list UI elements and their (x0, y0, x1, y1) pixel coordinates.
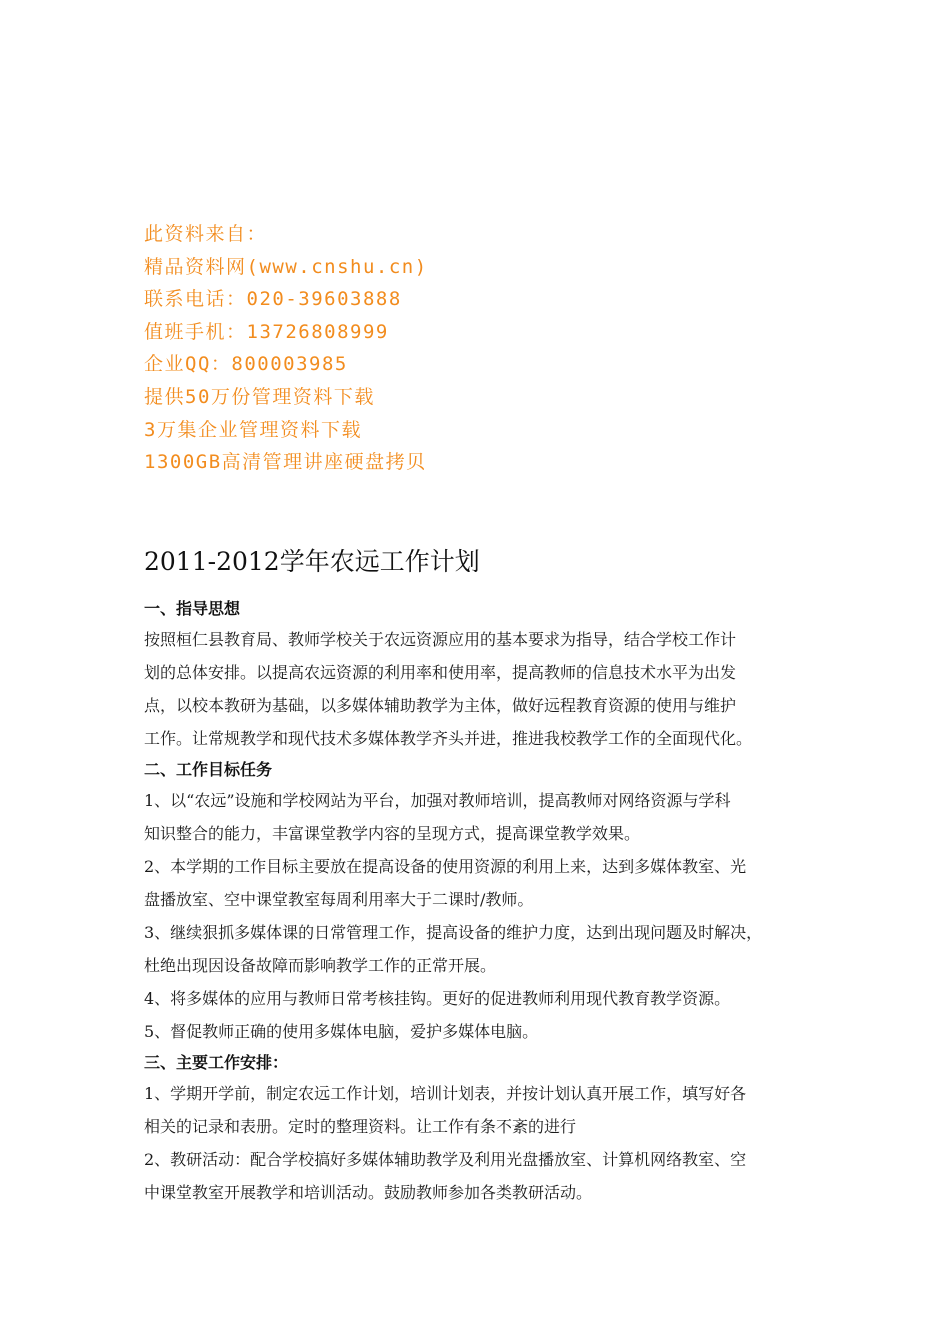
source-line-qq: 企业QQ：800003985 (144, 353, 348, 376)
source-line-offer-3: 1300GB高清管理讲座硬盘拷贝 (144, 451, 427, 474)
paragraph-line: 4、将多媒体的应用与教师日常考核挂钩。更好的促进教师利用现代教育教学资源。 (144, 989, 731, 1008)
paragraph-line: 工作。让常规教学和现代技术多媒体教学齐头并进，推进我校教学工作的全面现代化。 (144, 729, 753, 748)
paragraph-line: 按照桓仁县教育局、教师学校关于农远资源应用的基本要求为指导，结合学校工作计 (144, 630, 737, 649)
paragraph-line: 相关的记录和表册。定时的整理资料。让工作有条不紊的进行 (144, 1117, 577, 1136)
document-body (144, 594, 816, 1209)
source-info-block (144, 218, 664, 479)
paragraph-line: 杜绝出现因设备故障而影响教学工作的正常开展。 (144, 956, 497, 975)
paragraph-line: 知识整合的能力，丰富课堂教学内容的呈现方式，提高课堂教学效果。 (144, 824, 641, 843)
source-line-offer-2: 3万集企业管理资料下载 (144, 418, 362, 441)
paragraph-line: 划的总体安排。以提高农远资源的利用率和使用率，提高教师的信息技术水平为出发 (144, 663, 737, 682)
source-line-from: 此资料来自： (144, 223, 268, 245)
section-heading-work-goals: 二、工作目标任务 (144, 760, 273, 779)
paragraph-line: 2、本学期的工作目标主要放在提高设备的使用资源的利用上来，达到多媒体教室、光 (144, 857, 747, 876)
source-line-website: 精品资料网(www.cnshu.cn) (144, 255, 428, 278)
source-line-mobile: 值班手机：13726808999 (144, 320, 389, 343)
document-title: 2011-2012学年农远工作计划 (144, 547, 480, 576)
paragraph-line: 1、学期开学前，制定农远工作计划，培训计划表，并按计划认真开展工作，填写好各 (144, 1084, 747, 1103)
paragraph-line: 5、督促教师正确的使用多媒体电脑，爱护多媒体电脑。 (144, 1022, 539, 1041)
paragraph-line: 中课堂教室开展教学和培训活动。鼓励教师参加各类教研活动。 (144, 1183, 593, 1202)
paragraph-line: 1、以“农远”设施和学校网站为平台，加强对教师培训，提高教师对网络资源与学科 (144, 791, 731, 810)
source-line-phone: 联系电话：020-39603888 (144, 288, 402, 311)
section-heading-main-arrangements: 三、主要工作安排： (144, 1053, 289, 1072)
paragraph-line: 2、教研活动：配合学校搞好多媒体辅助教学及利用光盘播放室、计算机网络教室、空 (144, 1150, 747, 1169)
section-heading-guiding-thought: 一、指导思想 (144, 599, 241, 618)
source-line-offer-1: 提供50万份管理资料下载 (144, 385, 375, 408)
paragraph-line: 点，以校本教研为基础，以多媒体辅助教学为主体，做好远程教育资源的使用与维护 (144, 696, 737, 715)
paragraph-line: 3、继续狠抓多媒体课的日常管理工作，提高设备的维护力度，达到出现问题及时解决， (144, 923, 763, 942)
paragraph-line: 盘播放室、空中课堂教室每周利用率大于二课时/教师。 (144, 890, 534, 909)
